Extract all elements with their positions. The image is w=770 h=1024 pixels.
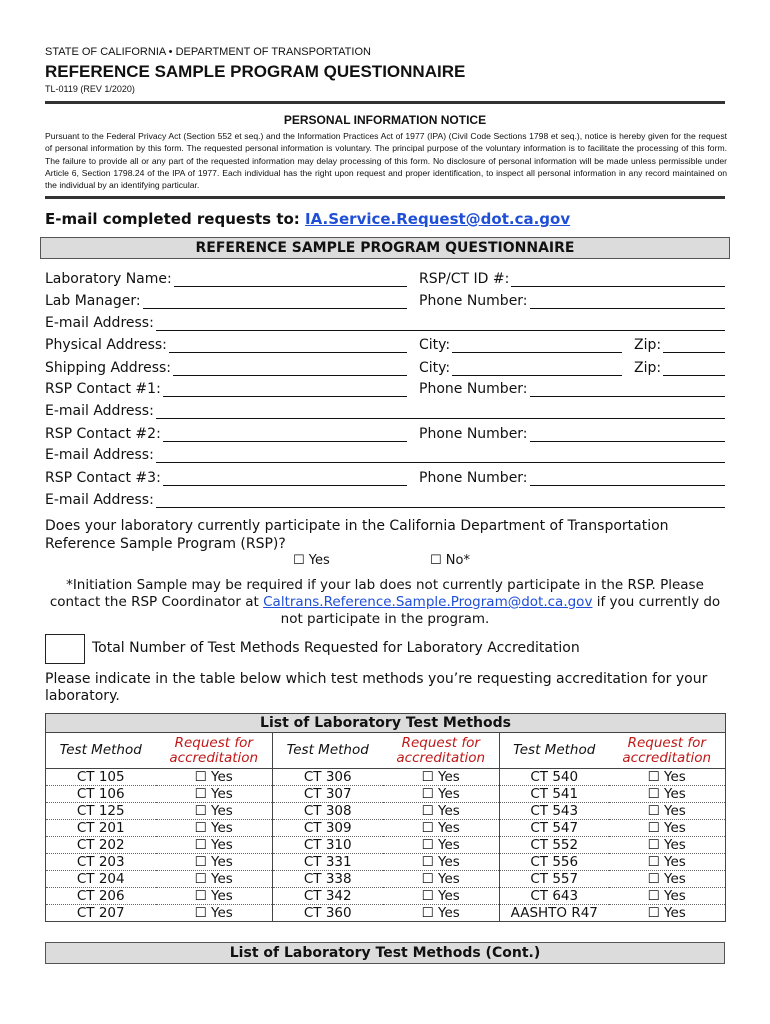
request-yes-checkbox[interactable]: ☐ Yes (156, 854, 273, 871)
col-request: Request for accreditation (383, 733, 500, 769)
contact-2-email-input[interactable] (156, 449, 725, 463)
lab-email-input[interactable] (156, 317, 725, 331)
shipping-address-field[interactable] (45, 357, 407, 376)
rsp-contact-2-input[interactable] (163, 428, 407, 442)
header-divider (45, 101, 725, 104)
rsp-contact-2-label: RSP Contact #2: (45, 426, 161, 442)
table-row (46, 905, 726, 922)
col-test-method: Test Method (46, 733, 156, 769)
continued-table-title: List of Laboratory Test Methods (Cont.) (45, 942, 725, 964)
lab-phone-input[interactable] (530, 295, 725, 309)
request-yes-checkbox[interactable]: ☐ Yes (609, 820, 726, 837)
test-method-code: CT 547 (500, 820, 609, 837)
test-method-code: CT 310 (273, 837, 383, 854)
test-method-code: CT 342 (273, 888, 383, 905)
total-methods-label: Total Number of Test Methods Requested for Laboratory Accreditation (92, 640, 580, 656)
test-method-code: CT 338 (273, 871, 383, 888)
email-request-link[interactable]: IA.Service.Request@dot.ca.gov (305, 210, 571, 228)
test-method-code: CT 540 (500, 769, 609, 786)
test-method-code: CT 106 (46, 786, 156, 803)
notice-divider (45, 196, 725, 199)
form-number: TL-0119 (REV 1/2020) (45, 84, 135, 94)
request-yes-checkbox[interactable]: ☐ Yes (609, 837, 726, 854)
shipping-city-field[interactable] (419, 357, 622, 376)
initiation-note (45, 577, 725, 628)
shipping-address-label: Shipping Address: (45, 360, 171, 376)
request-yes-checkbox[interactable]: ☐ Yes (156, 888, 273, 905)
table-row (46, 837, 726, 854)
test-method-code: CT 203 (46, 854, 156, 871)
contact-2-email-field[interactable] (45, 444, 725, 463)
table-row (46, 803, 726, 820)
test-method-code: CT 207 (76, 905, 125, 921)
table-row (46, 820, 726, 837)
lab-email-field[interactable] (45, 312, 725, 331)
rsp-contact-3-input[interactable] (163, 472, 407, 486)
test-method-code: CT 543 (500, 803, 609, 820)
test-method-code: CT 552 (500, 837, 609, 854)
col-test-method: Test Method (273, 733, 383, 769)
test-method-code: CT 204 (46, 871, 156, 888)
contact-1-phone-field[interactable] (419, 378, 725, 397)
request-yes-checkbox[interactable]: ☐ Yes (383, 837, 500, 854)
test-method-code: CT 307 (273, 786, 383, 803)
rsp-id-field[interactable] (419, 268, 725, 287)
lab-manager-input[interactable] (143, 295, 407, 309)
lab-phone-label: Phone Number: (419, 293, 528, 309)
lab-manager-label: Lab Manager: (45, 293, 141, 309)
request-yes-checkbox[interactable]: ☐ Yes (383, 854, 500, 871)
initiation-note-text: *Initiation Sample may be required if your lab does not currently participate in the RSP. Please contact the RSP Coordinator at (49, 577, 704, 610)
test-method-code: AASHTO R47 (510, 905, 598, 921)
contact-1-email-field[interactable] (45, 400, 725, 419)
rsp-coordinator-email-link[interactable]: Caltrans.Reference.Sample.Program@dot.ca.gov (263, 594, 593, 610)
lab-email-label: E-mail Address: (45, 315, 154, 331)
rsp-id-input[interactable] (511, 273, 725, 287)
email-request-label: E-mail completed requests to: (45, 210, 300, 228)
contact-3-email-field[interactable] (45, 489, 725, 508)
indicate-instructions: Please indicate in the table below which test methods you’re requesting accreditation for your laboratory. (45, 671, 708, 704)
test-method-code: CT 643 (500, 888, 609, 905)
request-yes-checkbox[interactable]: ☐ Yes (609, 888, 726, 905)
col-request: Request for accreditation (609, 733, 726, 769)
request-yes-checkbox[interactable]: ☐ Yes (156, 803, 273, 820)
request-yes-checkbox[interactable]: ☐ Yes (156, 786, 273, 803)
rsp-contact-3-label: RSP Contact #3: (45, 470, 161, 486)
contact-3-phone-field[interactable] (419, 467, 725, 486)
lab-name-field[interactable] (45, 268, 407, 287)
contact-3-phone-label: Phone Number: (419, 470, 528, 486)
rsp-id-label: RSP/CT ID #: (419, 271, 510, 287)
request-yes-checkbox[interactable]: ☐ Yes (383, 820, 500, 837)
request-yes-checkbox[interactable]: ☐ Yes (609, 786, 726, 803)
table-row (46, 854, 726, 871)
contact-1-phone-label: Phone Number: (419, 381, 528, 397)
request-yes-checkbox[interactable]: ☐ Yes (647, 905, 686, 921)
contact-3-email-input[interactable] (156, 494, 725, 508)
email-request-row (45, 210, 570, 228)
table-row (46, 888, 726, 905)
test-method-code: CT 105 (46, 769, 156, 786)
test-method-code: CT 206 (46, 888, 156, 905)
shipping-zip-field[interactable] (634, 357, 725, 376)
contact-2-phone-input[interactable] (530, 428, 725, 442)
request-yes-checkbox[interactable]: ☐ Yes (156, 820, 273, 837)
test-method-code: CT 360 (303, 905, 352, 921)
col-request: Request for accreditation (156, 733, 273, 769)
physical-zip-input[interactable] (663, 339, 725, 353)
physical-city-field[interactable] (419, 334, 622, 353)
contact-2-email-label: E-mail Address: (45, 447, 154, 463)
test-method-code: CT 125 (46, 803, 156, 820)
shipping-zip-input[interactable] (663, 362, 725, 376)
col-test-method: Test Method (500, 733, 609, 769)
request-yes-checkbox[interactable]: ☐ Yes (609, 803, 726, 820)
test-method-code: CT 306 (273, 769, 383, 786)
shipping-zip-label: Zip: (634, 360, 662, 376)
request-yes-checkbox[interactable]: ☐ Yes (156, 871, 273, 888)
table-row (46, 871, 726, 888)
request-yes-checkbox[interactable]: ☐ Yes (383, 888, 500, 905)
agency-name: STATE OF CALIFORNIA • DEPARTMENT OF TRANSPORTATION (45, 46, 371, 58)
request-yes-checkbox[interactable]: ☐ Yes (383, 786, 500, 803)
initiation-note-text-end: if you currently do not participate in the program. (280, 594, 721, 627)
test-method-code: CT 201 (46, 820, 156, 837)
physical-city-label: City: (419, 337, 451, 353)
physical-zip-label: Zip: (634, 337, 662, 353)
participation-no-checkbox[interactable]: ☐ No* (430, 553, 470, 568)
shipping-city-label: City: (419, 360, 451, 376)
test-methods-table (45, 713, 726, 922)
notice-title: PERSONAL INFORMATION NOTICE (283, 113, 487, 127)
form-title: REFERENCE SAMPLE PROGRAM QUESTIONNAIRE (45, 62, 466, 81)
lab-phone-field[interactable] (419, 290, 725, 309)
request-yes-checkbox[interactable]: ☐ Yes (383, 803, 500, 820)
test-method-code: CT 202 (46, 837, 156, 854)
contact-1-email-input[interactable] (156, 405, 725, 419)
contact-1-email-label: E-mail Address: (45, 403, 154, 419)
request-yes-checkbox[interactable]: ☐ Yes (156, 905, 273, 922)
contact-3-phone-input[interactable] (530, 472, 725, 486)
lab-name-label: Laboratory Name: (45, 271, 172, 287)
request-yes-checkbox[interactable]: ☐ Yes (609, 854, 726, 871)
request-yes-checkbox[interactable]: ☐ Yes (609, 769, 726, 786)
table-row (46, 769, 726, 786)
rsp-contact-1-field[interactable] (45, 378, 407, 397)
contact-2-phone-field[interactable] (419, 423, 725, 442)
request-yes-checkbox[interactable]: ☐ Yes (156, 769, 273, 786)
total-methods-input[interactable] (45, 634, 85, 664)
notice-body: Pursuant to the Federal Privacy Act (Section 552 et seq.) and the Information Practices Act of 1977 (IPA) (Civil Code Sections 1798 et seq.), notice is hereby given for the request of personal information by this form. The requested personal information is voluntary. The principal purpose of the voluntary information is to facilitate the processing of this form. The failure to provide all or any part of the requested information may delay processing of this form. No disclosure of personal information will be made unless permissible under Article 6, Section 1798.24 of the IPA of 1977. Each individual has the right upon request and proper identification, to inspect all personal information in any record maintained on the individual by an identifying particular. (45, 131, 727, 191)
request-yes-checkbox[interactable]: ☐ Yes (156, 837, 273, 854)
shipping-address-input[interactable] (173, 362, 407, 376)
physical-address-input[interactable] (169, 339, 407, 353)
contact-2-phone-label: Phone Number: (419, 426, 528, 442)
test-method-code: CT 556 (500, 854, 609, 871)
request-yes-checkbox[interactable]: ☐ Yes (383, 769, 500, 786)
request-yes-checkbox[interactable]: ☐ Yes (609, 871, 726, 888)
table-row (46, 786, 726, 803)
test-method-code: CT 308 (273, 803, 383, 820)
rsp-contact-1-label: RSP Contact #1: (45, 381, 161, 397)
test-method-code: CT 331 (273, 854, 383, 871)
request-yes-checkbox[interactable]: ☐ Yes (383, 871, 500, 888)
physical-zip-field[interactable] (634, 334, 725, 353)
physical-address-field[interactable] (45, 334, 407, 353)
participation-question: Does your laboratory currently participate in the California Department of Transportation Reference Sample Program (RSP)? (45, 518, 669, 552)
physical-city-input[interactable] (452, 339, 622, 353)
request-yes-checkbox[interactable]: ☐ Yes (383, 905, 500, 922)
contact-1-phone-input[interactable] (530, 383, 725, 397)
test-method-code: CT 557 (500, 871, 609, 888)
lab-manager-field[interactable] (45, 290, 407, 309)
contact-3-email-label: E-mail Address: (45, 492, 154, 508)
shipping-city-input[interactable] (452, 362, 622, 376)
participation-yes-checkbox[interactable]: ☐ Yes (293, 553, 330, 568)
section-title-bar: REFERENCE SAMPLE PROGRAM QUESTIONNAIRE (40, 237, 730, 259)
rsp-contact-3-field[interactable] (45, 467, 407, 486)
test-method-code: CT 541 (500, 786, 609, 803)
lab-name-input[interactable] (174, 273, 407, 287)
rsp-contact-1-input[interactable] (163, 383, 407, 397)
rsp-contact-2-field[interactable] (45, 423, 407, 442)
physical-address-label: Physical Address: (45, 337, 167, 353)
test-method-code: CT 309 (273, 820, 383, 837)
methods-table-title: List of Laboratory Test Methods (46, 714, 726, 733)
